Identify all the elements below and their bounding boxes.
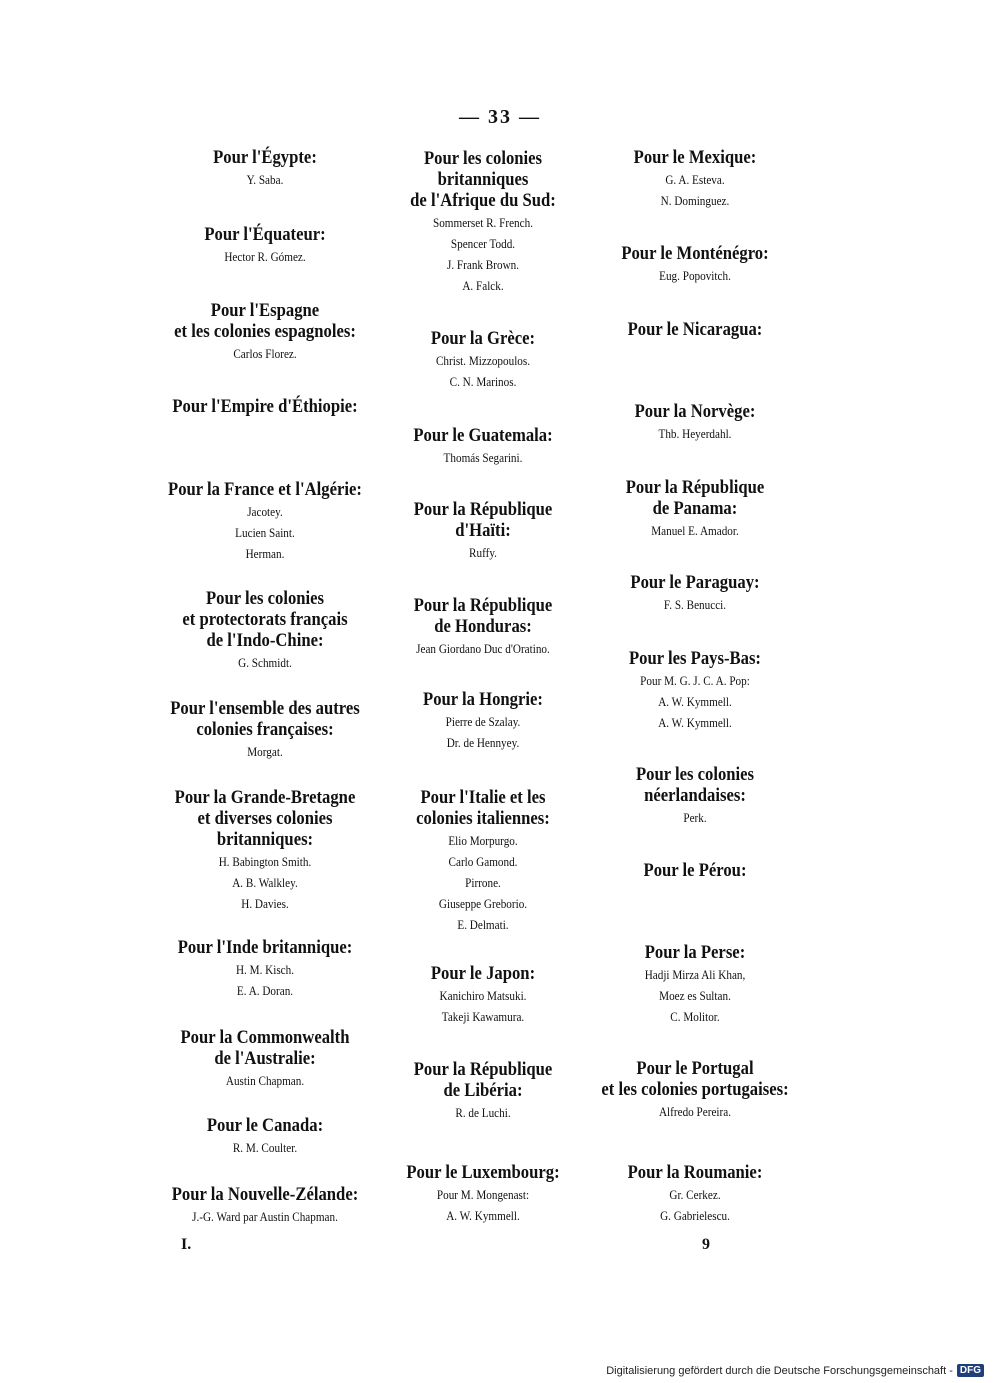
signatory-entry	[140, 397, 390, 418]
signatory-entry	[570, 148, 820, 211]
country-heading: Pour la Hongrie:	[423, 690, 543, 710]
signatory-names: Hadji Mirza Ali Khan, Moez es Sultan. C. Molitor.	[644, 967, 746, 1024]
country-heading: Pour la Roumanie:	[627, 1163, 763, 1183]
country-heading: Pour les colonies britanniques de l'Afrique du Sud:	[410, 149, 556, 211]
country-heading: Pour le Luxembourg:	[406, 1163, 560, 1183]
country-heading: Pour la Commonwealth de l'Australie:	[180, 1028, 350, 1069]
signatory-names: G. Schmidt.	[238, 655, 292, 670]
signatory-entry	[570, 943, 820, 1027]
signatory-entry	[570, 478, 820, 541]
country-heading: Pour le Japon:	[430, 964, 536, 984]
country-heading: Pour la Norvège:	[634, 402, 756, 422]
signatory-entry	[140, 788, 390, 914]
country-heading: Pour les colonies néerlandaises:	[635, 765, 755, 806]
country-heading: Pour le Monténégro:	[621, 244, 769, 264]
country-heading: Pour l'Inde britannique:	[177, 938, 353, 958]
country-heading: Pour l'Égypte:	[213, 148, 317, 168]
footer-text: Digitalisierung gefördert durch die Deutsche Forschungsgemeinschaft -	[606, 1364, 953, 1377]
signatory-entry	[570, 649, 820, 733]
signatory-names: Austin Chapman.	[225, 1073, 305, 1088]
country-heading: Pour la République d'Haïti:	[413, 500, 553, 541]
signature-mark-left: I.	[181, 1236, 192, 1253]
signatory-names: R. de Luchi.	[455, 1105, 511, 1120]
country-heading: Pour l'Espagne et les colonies espagnoles:	[174, 301, 356, 342]
signatory-entry	[140, 1028, 390, 1091]
country-heading: Pour les colonies et protectorats français de l'Indo-Chine:	[182, 589, 348, 651]
signatory-names: Perk.	[683, 810, 707, 825]
signatory-names: Manuel E. Amador.	[651, 523, 739, 538]
country-heading: Pour la Grèce:	[430, 329, 536, 349]
signatory-names: H. Babington Smith. A. B. Walkley. H. Davies.	[218, 854, 312, 911]
signatory-names: Gr. Cerkez. G. Gabrielescu.	[660, 1187, 730, 1223]
signatory-names: Ruffy.	[469, 545, 497, 560]
page-number: — 33 —	[459, 106, 541, 128]
signatory-names: Hector R. Gómez.	[224, 249, 306, 264]
country-heading: Pour la République de Honduras:	[413, 596, 553, 637]
signatory-names: Alfredo Pereira.	[658, 1104, 732, 1119]
signatory-names: Pour M. G. J. C. A. Pop: A. W. Kymmell. A. W. Kymmell.	[640, 673, 750, 730]
country-heading: Pour l'Italie et les colonies italiennes:	[416, 788, 550, 829]
country-heading: Pour l'ensemble des autres colonies françaises:	[170, 699, 360, 740]
country-heading: Pour les Pays-Bas:	[629, 649, 761, 669]
signatory-names: Sommerset R. French. Spencer Todd. J. Frank Brown. A. Falck.	[432, 215, 533, 293]
signatory-names: Morgat.	[247, 744, 283, 759]
country-heading: Pour l'Équateur:	[204, 225, 326, 245]
country-heading: Pour le Pérou:	[643, 861, 747, 881]
signatory-entry	[570, 861, 820, 882]
signatory-entry	[140, 301, 390, 364]
signatory-names: Eug. Popovitch.	[659, 268, 731, 283]
signatory-names: H. M. Kisch. E. A. Doran.	[235, 962, 295, 998]
signatory-entry	[570, 402, 820, 444]
signatory-entry	[570, 320, 820, 341]
signatory-names: Jean Giordano Duc d'Oratino.	[416, 641, 550, 656]
country-heading: Pour la Nouvelle-Zélande:	[171, 1185, 359, 1205]
signature-mark-right: 9	[702, 1236, 710, 1253]
signatory-names: Elio Morpurgo. Carlo Gamond. Pirrone. Giuseppe Greborio. E. Delmati.	[438, 833, 528, 932]
signatory-names: Y. Saba.	[246, 172, 284, 187]
digitization-footer	[606, 1364, 984, 1377]
signatory-entry	[140, 1185, 390, 1227]
signatory-names: R. M. Coulter.	[232, 1140, 298, 1155]
signatory-names: Pierre de Szalay. Dr. de Hennyey.	[445, 714, 521, 750]
signatory-names: Carlos Florez.	[233, 346, 297, 361]
country-heading: Pour le Paraguay:	[630, 573, 760, 593]
signatory-names: Kanichiro Matsuki. Takeji Kawamura.	[439, 988, 527, 1024]
signatory-entry	[570, 1163, 820, 1226]
country-heading: Pour l'Empire d'Éthiopie:	[172, 397, 358, 417]
dfg-logo-icon: DFG	[957, 1364, 984, 1377]
country-heading: Pour la République de Panama:	[625, 478, 765, 519]
signatory-names: G. A. Esteva. N. Dominguez.	[660, 172, 730, 208]
country-heading: Pour le Canada:	[206, 1116, 324, 1136]
signatory-names: Christ. Mizzopoulos. C. N. Marinos.	[435, 353, 531, 389]
country-heading: Pour le Mexique:	[633, 148, 757, 168]
signatory-names: Pour M. Mongenast: A. W. Kymmell.	[436, 1187, 530, 1223]
country-heading: Pour la République de Libéria:	[413, 1060, 553, 1101]
signatory-entry	[140, 148, 390, 190]
signatory-entry	[140, 938, 390, 1001]
signatory-entry	[140, 480, 390, 564]
signatory-entry	[140, 225, 390, 267]
country-heading: Pour la Grande-Bretagne et diverses colonies britanniques:	[174, 788, 356, 850]
signatory-entry	[570, 765, 820, 828]
signatory-names: Thb. Heyerdahl.	[658, 426, 732, 441]
country-heading: Pour la Perse:	[644, 943, 746, 963]
signatory-entry	[570, 1059, 820, 1122]
country-heading: Pour le Portugal et les colonies portugaises:	[601, 1059, 789, 1100]
country-heading: Pour la France et l'Algérie:	[168, 480, 362, 500]
country-heading: Pour le Nicaragua:	[627, 320, 763, 340]
signatory-names: J.-G. Ward par Austin Chapman.	[192, 1209, 338, 1224]
signatory-entry	[570, 573, 820, 615]
signatory-entry	[140, 589, 390, 673]
signatory-entry	[140, 699, 390, 762]
signatory-entry	[570, 244, 820, 286]
signatory-names: Jacotey. Lucien Saint. Herman.	[235, 504, 295, 561]
signatory-names: F. S. Benucci.	[663, 597, 727, 612]
country-heading: Pour le Guatemala:	[413, 426, 553, 446]
signatory-names: Thomás Segarini.	[443, 450, 523, 465]
signatory-entry	[140, 1116, 390, 1158]
